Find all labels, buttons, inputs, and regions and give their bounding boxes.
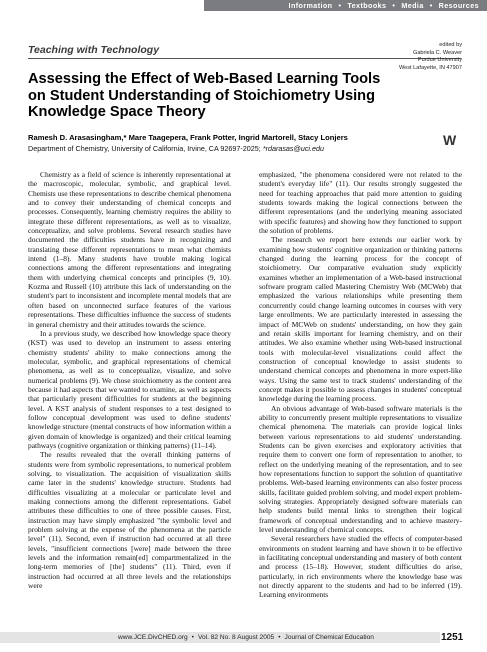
body-column-left <box>28 170 231 625</box>
nav-item-resources[interactable]: Resources <box>438 1 479 10</box>
nav-item-textbooks[interactable]: Textbooks <box>347 1 387 10</box>
journal-name: Journal of Chemical Education <box>284 634 374 641</box>
volume-info: Vol. 82 No. 8 August 2005 <box>197 634 275 641</box>
paragraph: In a previous study, we described how knowledge space theory (KST) was used to develop an instrument to assess entering chemistry students' ability to make connections among the molecular, symbolic, and graphical representations of chemical phenomena, as well as to conceptualize, visualize, and solve numerical problems (9). We chose stoichiometry as the content area because it had aspects that we wanted to examine, as well as aspects that particularly present difficulties for students at the beginning level. A KST analysis of student responses to a test designed to follow conceptual development was used to define students' knowledge structure (mental constructs of how information within a given domain of knowledge is organized) and their critical learning pathways (cognitive organization or thinking patterns) (11–14). <box>28 328 231 450</box>
paragraph: Chemistry as a field of science is inherently representational at the macroscopic, molecular, symbolic, and graphical level. Chemists use these representations to describe chemical phenomena and to convey their understanding of chemical concepts and processes. Consequently, learning chemistry requires the ability to integrate these different representations, as well as to visualize, conceptualize, and solve problems. Several research studies have documented the difficulties students have in recognizing and translating these different representations to mean what chemists intend (1–8). Many students have trouble making logical connections among the different representations and integrating them with underlying chemical concepts and principles (9, 10). Kozma and Russell (10) attribute this lack of understanding on the student's part to inconsistent and incomplete mental models that are often based on unconnected surface features of the various representations. These difficulties influence the success of students in general chemistry and their attitudes towards the science. <box>28 170 231 329</box>
paragraph: The research we report here extends our earlier work by examining how students' cognitive organization or thinking patterns changed during the learning process for the concept of stoichiometry. Our comparative evaluation study explicitly examines whether an implementation of a Web-based instructional software program called Mastering Chemistry Web (MCWeb) that emphasized the various relationships while presenting them concurrently could change learning outcomes in courses with very large enrollments. We are particularly interested in assessing the impact of MCWeb on students' understanding, on how they gain and retain skills important for learning chemistry, and on their attitudes. We also examine whether using Web-based instructional tools with molecular-level visualizations could affect the construction of conceptual knowledge to assist students to understand chemical concepts and phenomena in more expert-like ways. Using the same test to track students' understanding of the concept makes it possible to assess changes in students' conceptual knowledge during the learning process. <box>259 235 462 404</box>
paragraph: The results revealed that the overall thinking patterns of students were from symbolic representations, to numerical problem solving, to visualization. The acquisition of visualization skills came later in the students' knowledge structure. Students had difficulties visualizing at a molecular or particulate level and making connections among the different representations. Gabel attributes these difficulties to one of three possible causes. First, instruction may have simply emphasized "the symbolic level and problem solving at the expense of the phenomena at the particle level" (11). Second, even if instruction had occurred at all three levels, "insufficient connections [were] made between the three levels and the information remain[ed] compartmentalized in the long-term memories of [the] students" (11). Third, even if instruction had occurred at all three levels and the relationships were <box>28 450 231 591</box>
editor-name: Gabriela C. Weaver <box>412 49 462 56</box>
body-column-right <box>259 170 462 625</box>
column-header: Teaching with Technology <box>28 44 160 56</box>
affiliation <box>28 144 448 153</box>
editor-institution: Purdue University <box>417 57 462 64</box>
corresponding-email[interactable]: *rdarasas@uci.edu <box>262 144 324 153</box>
paragraph: An obvious advantage of Web-based software materials is the ability to concurrently present multiple representations to visualize chemical phenomena. The materials can provide logical links between various representations to aid students' understanding. Students can be given exercises and exploratory activities that require them to convert one form of representation to another, to reflect on the underlying meaning of the representation, and to see how representations function to support the solution of quantitative problems. Web-based learning environments can also foster process skills, facilitate guided problem solving, and model expert problem-solving strategies. Appropriately designed software materials can help students build mental links to strengthen their logical framework of conceptual understanding and to achieve mastery-level understanding of chemical concepts. <box>259 403 462 535</box>
article-title: Assessing the Effect of Web-Based Learning Tools on Student Understanding of Stoichiometry Using Knowledge Space Theory <box>28 71 381 120</box>
affiliation-text: Department of Chemistry, University of California, Irvine, CA 92697-2025; <box>28 144 263 153</box>
edited-by-block <box>358 42 462 72</box>
nav-separator: • <box>429 1 433 10</box>
journal-url[interactable]: www.JCE.DivCHED.org <box>118 634 188 641</box>
nav-separator: • <box>392 1 396 10</box>
page-footer <box>0 631 487 645</box>
page-number: 1251 <box>441 632 464 643</box>
footer-separator: • <box>191 634 194 641</box>
author-list: Ramesh D. Arasasingham,* Mare Taagepera, Frank Potter, Ingrid Martorell, Stacy Lonjers <box>28 133 348 142</box>
nav-item-information[interactable]: Information <box>288 1 333 10</box>
nav-strip <box>204 0 487 11</box>
nav-separator: • <box>338 1 342 10</box>
footer-separator: • <box>278 634 281 641</box>
web-feature-logo: W <box>443 132 457 148</box>
editor-location: West Lafayette, IN 47907 <box>398 64 462 71</box>
footer-text <box>118 632 374 643</box>
paragraph: Several researchers have studied the effects of computer-based environments on student learning and have shown it to be effective in facilitating conceptual understanding and mastery of both content and process (15–18). However, student difficulties do arise, particularly, in rich environments where the knowledge base was not directly apparent to the students and had to be inferred (19). Learning environments <box>259 534 462 600</box>
paragraph: emphasized, "the phenomena considered were not related to the student's everyday life" (11). Our results strongly suggested the need for teaching approaches that paid more attention to guiding students towards making the logical connections between the different representations (and the underlying meaning associated with specific features) and showing how they functioned to support the solution of problems. <box>259 170 462 236</box>
edited-by-line: edited by <box>439 42 462 48</box>
nav-item-media[interactable]: Media <box>401 1 424 10</box>
top-nav-bar <box>0 0 487 11</box>
